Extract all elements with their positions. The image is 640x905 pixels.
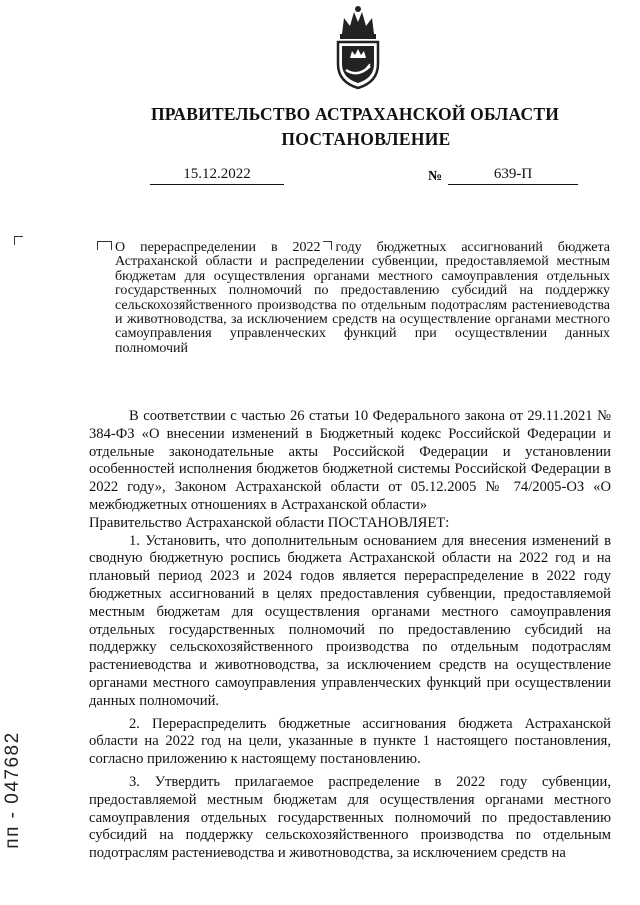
document-type-title: ПОСТАНОВЛЕНИЕ — [281, 129, 451, 149]
preamble-paragraph: В соответствии с частью 26 статьи 10 Федерального закона от 29.11.2021 № 384-ФЗ «О внесении изменений в Бюджетный кодекс Российской Федерации и отдельные законодательные акты Российской Федерации и установлении особенностей исполнения бюджетов бюджетной системы Российской Федерации в 2022 году», Законом Астраханской области от 05.12.2005 № 74/2005-ОЗ «О межбюджетных отношениях в Астраханской области» — [89, 408, 611, 513]
item-3-paragraph: 3. Утвердить прилагаемое распределение в 2022 году субвенции, предоставляемой местным бюджетам для осуществления органами местного самоуправления отдельных государственных полномочий по предоставлению субсидий на поддержку сельскохозяйственного производства по отдельным подотраслям растениеводства и животноводства, за исключением средств на — [89, 773, 611, 862]
item-1-paragraph: 1. Установить, что дополнительным основанием для внесения изменений в сводную бюджетную роспись бюджета Астраханской области на 2022 год и на плановый период 2023 и 2024 годов является перераспределение в 2022 году бюджетных ассигнований в целях предоставления субвенции, предоставляемой местным бюджетам для осуществления органами местного самоуправления отдельных государственных полномочий по предоставлению субсидий на поддержку сельскохозяйственного производства по отдельным подотраслям растениеводства и животноводства, за исключением средств на осуществление органами местного самоуправления управленческих функций при осуществлении данных полномочий. — [89, 532, 611, 709]
coat-of-arms-emblem-icon — [330, 4, 386, 90]
document-number: 639-П — [448, 166, 578, 185]
item-2-paragraph: 2. Перераспределить бюджетные ассигнования бюджета Астраханской области на 2022 год на цели, указанные в пункте 1 настоящего постановления, согласно приложению к настоящему постановлению. — [89, 715, 611, 768]
registration-stamp-text: пп - 047682 — [2, 731, 23, 849]
corner-mark-subject-left-inner — [103, 241, 112, 250]
organization-title: ПРАВИТЕЛЬСТВО АСТРАХАНСКОЙ ОБЛАСТИ — [150, 104, 560, 124]
document-date: 15.12.2022 — [150, 166, 284, 185]
document-body — [89, 408, 611, 863]
corner-mark-left — [14, 236, 23, 245]
number-sign: № — [428, 169, 443, 184]
registration-stamp — [2, 695, 24, 885]
resolves-paragraph: Правительство Астраханской области ПОСТАНОВЛЯЕТ: — [89, 514, 450, 531]
document-subject: О перераспределении в 2022 году бюджетных ассигнований бюджета Астраханской области и распределении субвенции, предоставляемой местным бюджетам для осуществления органами местного самоуправления отдельных государственных полномочий по предоставлению субсидий на поддержку сельскохозяйственного производства по отдельным подотраслям растениеводства и животноводства, за исключением средств на осуществление органами местного самоуправления управленческих функций при осуществлении данных полномочий — [115, 240, 610, 356]
